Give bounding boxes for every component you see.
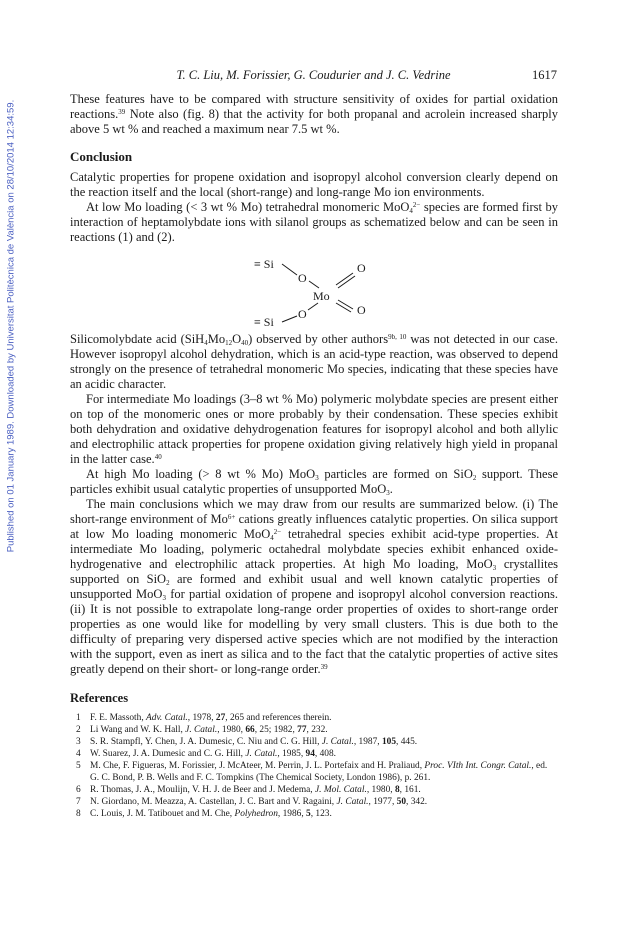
citation: 40 <box>154 453 162 461</box>
reference-item: 1 F. E. Massoth, Adv. Catal., 1978, 27, 265 and references therein. <box>76 713 332 723</box>
page-number: 1617 <box>532 68 557 82</box>
terminal-oxygen-top: O <box>357 261 366 275</box>
conclusion-paragraph-5: At high Mo loading (> 8 wt % Mo) MoO$_3$ particles are formed on SiO$_2$ support. These particles exhibit usual catalytic properties of unsupported MoO$_3$. <box>70 467 558 497</box>
si-o-bond-bottom <box>282 316 297 322</box>
reference-number: 5 <box>76 761 81 771</box>
bridging-oxygen-bottom: O <box>298 307 307 321</box>
conclusion-paragraph-6: The main conclusions which we may draw from our results are summarized below. (i) The short-range environment of $Mo^{6+}$ cations greatly influences catalytic properties. On silica support at low Mo loading monomeric MoO$_4^{2-}$ tetrahedral species exhibit acid-type properties. At intermediate Mo loading, polymeric octahedral molybdate species exhibit enhanced oxide-hydrogenative and electrophilic attack properties. At high Mo loading, MoO$_3$ crystallites supported on SiO$_2$ are formed and exhibit usual and well known catalytic properties of unsupported MoO$_3$ for partial oxidation of propene and isopropyl alcohol conversion reactions. (ii) It is not possible to extrapolate long-range order properties of oxides to short-range order properties as one would like for modelling by very small clusters. This is due both to the difficulty of preparing very dispersed active species which are not modified by the interaction with the support, even as inert as silica and to the fact that the catalytic properties of active sites greatly depend on their short- or long-range order.$^{39}$ <box>70 497 558 676</box>
reference-item: 3 S. R. Stampfl, Y. Chen, J. A. Dumesic, C. Niu and C. G. Hill, J. Catal., 1987, 105, 445. <box>76 737 418 747</box>
section-heading-conclusion: Conclusion <box>70 149 133 164</box>
citation: 39 <box>320 663 328 671</box>
reference-number: 8 <box>76 809 81 819</box>
bridging-oxygen-top: O <box>298 271 307 285</box>
reference-number: 3 <box>76 737 81 747</box>
reference-number: 4 <box>76 749 81 759</box>
terminal-oxygen-bottom: O <box>357 303 366 317</box>
reference-number: 1 <box>76 713 81 723</box>
reference-list <box>70 712 558 820</box>
o-mo-bond-bottom <box>308 303 318 310</box>
molybdenum-atom: Mo <box>313 289 330 303</box>
conclusion-paragraph-3: Silicomolybdate acid $(SiH_4Mo_{12}O_{40})$ observed by other authors$^{9b, 10}$ was not detected in our case. However isopropyl alcohol dehydration, which is an acid-type reaction, was observed to depend strongly on the presence of tetrahedral monomeric Mo species, indicating that these species have an acidic character. <box>70 332 558 391</box>
o-mo-bond-top <box>309 281 319 288</box>
citation: 9b, 10 <box>388 333 407 341</box>
conclusion-paragraph-2: At low Mo loading (< 3 wt % Mo) tetrahedral monomeric MoO$_4^{2-}$ species are formed first by interaction of heptamolybdate ions with silanol groups as schematized below and can be seen in reactions (1) and (2). <box>70 200 559 244</box>
reference-number: 7 <box>76 797 81 807</box>
si-o-bond-top <box>282 264 297 275</box>
reference-number: 2 <box>76 725 81 735</box>
reference-item: 5 M. Che, F. Figueras, M. Forissier, J. McAteer, M. Perrin, J. L. Portefaix and H. Praliaud, Proc. VIth Int. Congr. Catal., ed. G. C. Bond, P. B. Wells and F. C. Tompkins (The Chemical Society, London 1986), p. 261. <box>76 761 548 783</box>
intro-paragraph: These features have to be compared with structure sensitivity of oxides for partial oxidation reactions.$^{39}$ Note also (fig. 8) that the activity for both propanal and acrolein increased sharply above 5 wt % and reached a maximum near 7.5 wt %. <box>70 92 558 136</box>
reference-item: 6 R. Thomas, J. A., Moulijn, V. H. J. de Beer and J. Medema, J. Mol. Catal., 1980, 8, 161. <box>76 785 421 795</box>
download-notice-sidebar <box>0 0 22 936</box>
reference-number: 6 <box>76 785 81 795</box>
reference-item: 4 W. Suarez, J. A. Dumesic and C. G. Hill, J. Catal., 1985, 94, 408. <box>76 749 336 759</box>
conclusion-paragraph-1: Catalytic properties for propene oxidation and isopropyl alcohol conversion clearly depend on the reaction itself and the local (short-range) and long-range Mo ion environments. <box>70 170 558 199</box>
si-top-label: ≡ Si <box>254 257 274 271</box>
molybdate-structure-diagram <box>70 248 558 328</box>
article-body <box>70 92 558 820</box>
reference-item: 8 C. Louis, J. M. Tatibouet and M. Che, Polyhedron, 1986, 5, 123. <box>76 809 332 819</box>
si-bottom-label: ≡ Si <box>254 315 274 328</box>
section-heading-references: References <box>70 691 129 705</box>
citation: 39 <box>118 108 126 116</box>
reference-item: 7 N. Giordano, M. Meazza, A. Castellan, J. C. Bart and V. Ragaini, J. Catal., 1977, 50, 342. <box>76 797 428 807</box>
running-header <box>70 68 557 84</box>
running-head-authors: T. C. Liu, M. Forissier, G. Coudurier and J. C. Vedrine <box>176 68 451 82</box>
mo-o-double-bond-bottom <box>338 300 353 309</box>
conclusion-paragraph-4: For intermediate Mo loadings (3–8 wt % Mo) polymeric molybdate species are present either on top of the monomeric ones or more probably by their condensation. These species exhibit both dehydration and oxidative dehydrogenation features for isopropyl alcohol and both allylic and electrophilic attack properties for propene oxidation giving relatively high yield in propanal in the latter case.$^{40}$ <box>70 392 558 466</box>
download-notice-text: Published on 01 January 1989. Downloaded by Universitat Politècnica de València on 28/10/2014 12:34:59. <box>5 99 17 553</box>
reference-item: 2 Li Wang and W. K. Hall, J. Catal., 1980, 66, 25; 1982, 77, 232. <box>76 725 328 735</box>
